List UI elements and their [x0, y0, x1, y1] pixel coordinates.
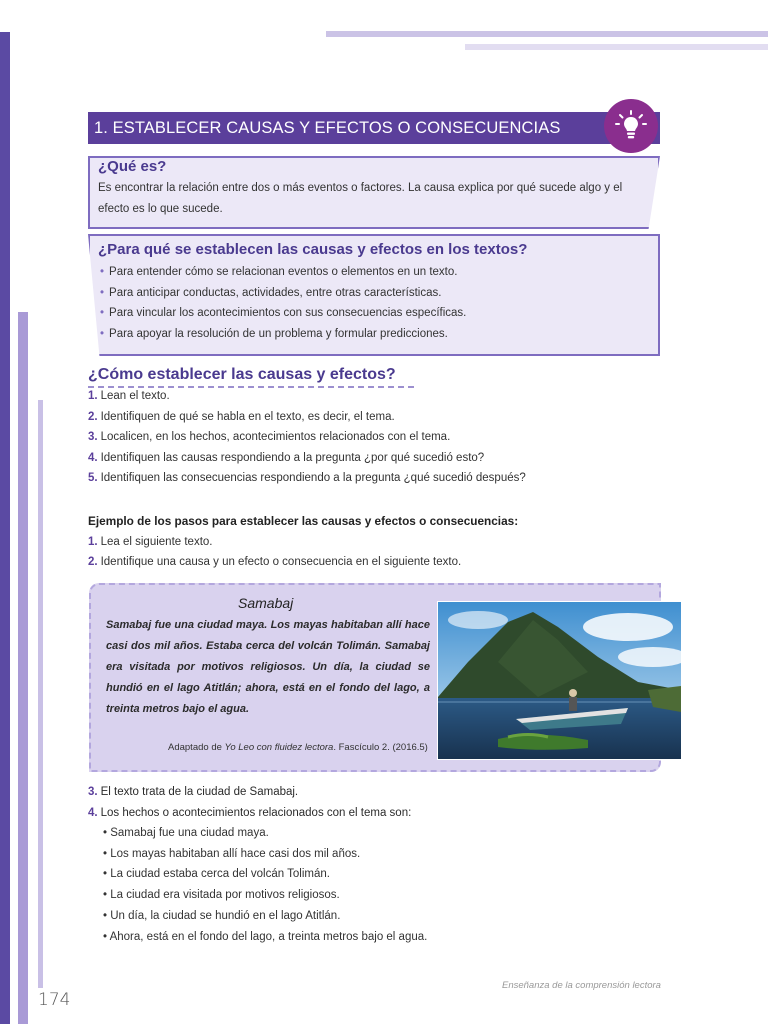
list-item: • Los mayas habitaban allí hace casi dos mil años. [103, 847, 361, 860]
step-row: 3. El texto trata de la ciudad de Samabaj. [88, 786, 299, 798]
facts-list [88, 823, 427, 947]
step-row: 3. Localicen, en los hechos, acontecimientos relacionados con el tema. [88, 431, 451, 443]
footer-text: Enseñanza de la comprensión lectora [502, 980, 661, 991]
step-row: 1. Lea el siguiente texto. [88, 535, 213, 548]
list-item: • Para entender cómo se relacionan eventos o elementos en un texto. [100, 266, 458, 278]
step-row: 2. Identifiquen de qué se habla en el texto, es decir, el tema. [88, 410, 395, 423]
list-item: • Samabaj fue una ciudad maya. [103, 827, 269, 839]
step-row: 5. Identifiquen las consecuencias respondiendo a la pregunta ¿qué sucedió después? [88, 472, 526, 484]
reading-text: Samabaj fue una ciudad maya. Los mayas habitaban allí hace casi dos mil años. Estaba cerca del volcán Tolimán. Samabaj era visitada por motivos religiosos. Un día, la ciudad se hundió en el lago Atitlán; ahora, está en el fondo del lago, a treinta metros bajo el agua. [106, 619, 430, 715]
how-steps [88, 386, 526, 489]
step-row: 2. Identifique una causa y un efecto o consecuencia en el siguiente texto. [88, 556, 462, 568]
list-item: • Para vincular los acontecimientos con sus consecuencias específicas. [100, 307, 467, 319]
step-row: 4. Los hechos o acontecimientos relacionados con el tema son: [88, 806, 412, 819]
reading-title: Samabaj [238, 595, 294, 611]
left-decor-bar [0, 32, 10, 1024]
section-header [88, 112, 660, 144]
top-decor-bar-light [465, 44, 768, 50]
lake-volcano-photo [437, 601, 682, 760]
reading-source: Adaptado de Yo Leo con fluidez lectora. Fascículo 2. (2016.5) [168, 742, 428, 753]
list-item: • La ciudad estaba cerca del volcán Tolimán. [103, 868, 330, 881]
step-row: 4. Identifiquen las causas respondiendo a la pregunta ¿por qué sucedió esto? [88, 451, 485, 464]
purpose-heading: ¿Para qué se establecen las causas y efectos en los textos? [98, 241, 528, 258]
lightbulb-badge [604, 99, 658, 153]
example-section [88, 511, 518, 573]
purpose-list [100, 262, 466, 344]
list-item: • Para anticipar conductas, actividades, entre otras características. [100, 286, 442, 299]
example-heading: Ejemplo de los pasos para establecer las causas y efectos o consecuencias: [88, 514, 519, 528]
section-title: 1. ESTABLECER CAUSAS Y EFECTOS O CONSECUENCIAS [94, 118, 561, 137]
analysis-section [88, 782, 427, 947]
top-decor-bar [326, 31, 768, 37]
list-item: • Un día, la ciudad se hundió en el lago Atitlán. [103, 909, 341, 922]
how-heading: ¿Cómo establecer las causas y efectos? [88, 364, 414, 388]
lightbulb-icon [614, 109, 648, 143]
left-decor-bar-thin [38, 400, 43, 988]
list-item: • Para apoyar la resolución de un problema y formular predicciones. [100, 327, 448, 340]
list-item: • La ciudad era visitada por motivos religiosos. [103, 889, 340, 902]
what-is-heading: ¿Qué es? [98, 158, 167, 175]
what-is-text: Es encontrar la relación entre dos o más eventos o factores. La causa explica por qué sucede algo y el efecto es lo que sucede. [98, 182, 623, 215]
page-number: 174 [38, 990, 71, 1010]
step-row: 1. Lean el texto. [88, 390, 170, 402]
left-decor-bar-light [18, 312, 28, 1024]
list-item: • Ahora, está en el fondo del lago, a treinta metros bajo el agua. [103, 930, 428, 943]
